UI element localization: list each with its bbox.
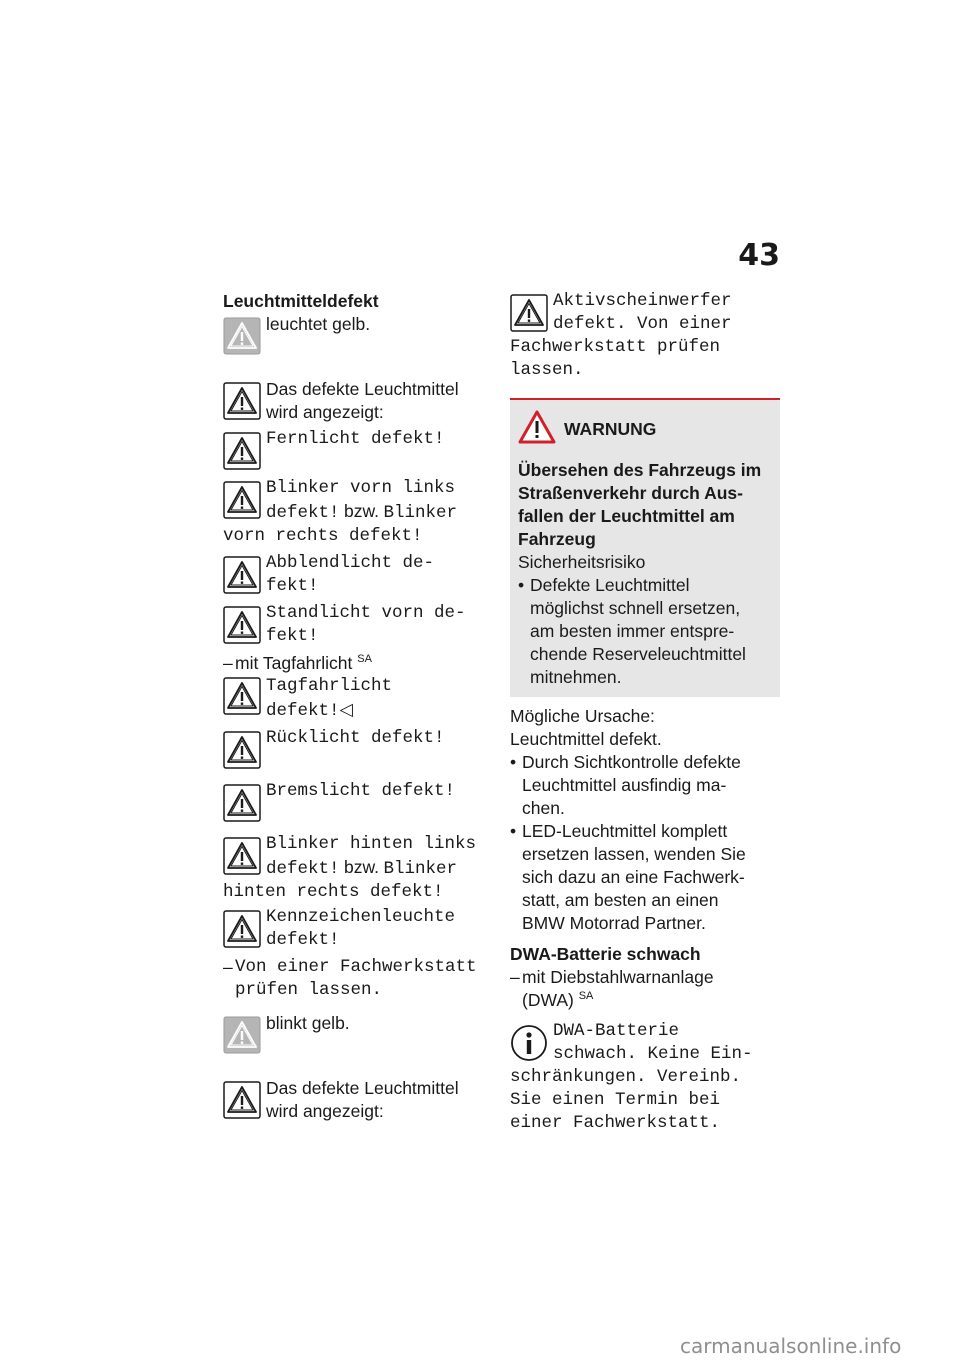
warning-bullet-line: mitnehmen. (530, 667, 622, 687)
display-message: Blinker hinten links (266, 834, 477, 854)
indicator-entry (223, 378, 493, 424)
indicator-entry (223, 727, 493, 772)
display-message: DWA-Batterie (553, 1021, 680, 1041)
list-item-line: • Durch Sichtkontrolle defekte (522, 752, 741, 772)
indicator-entry (223, 428, 493, 473)
warning-subtitle-line: fallen der Leuchtmittel am (518, 506, 735, 526)
indicator-entry (510, 1020, 780, 1135)
info-icon (510, 1024, 548, 1062)
entry-text: Das defekte Leuchtmittel (266, 379, 459, 399)
indicator-entry (223, 906, 493, 952)
entry-text: blinkt gelb. (266, 1013, 350, 1033)
warning-bullet-line: am besten immer entspre- (530, 621, 735, 641)
entry-text: wird angezeigt: (266, 402, 384, 422)
warning-triangle-yellow-icon (223, 317, 261, 355)
warning-bullet-line: möglichst schnell ersetzen, (530, 598, 741, 618)
warning-red-triangle-icon (518, 410, 556, 449)
warning-triangle-icon (223, 784, 261, 822)
conjunction-text: bzw. (343, 501, 379, 521)
warning-triangle-icon (223, 481, 261, 519)
list-item (510, 751, 780, 820)
warning-triangle-icon (510, 294, 548, 332)
display-message: Standlicht vorn de- (266, 603, 466, 623)
warning-triangle-icon (223, 910, 261, 948)
warning-triangle-yellow-icon (223, 1016, 261, 1054)
display-message: defekt! (266, 859, 340, 879)
list-item-line: ersetzen lassen, wenden Sie (522, 844, 746, 864)
display-message: Tagfahrlicht (266, 676, 393, 696)
list-item-line: chen. (522, 798, 565, 818)
condition-text: mit Tagfahrlicht (235, 653, 353, 673)
watermark: carmanualsonline.info (680, 1334, 902, 1358)
condition-text: (DWA) (522, 990, 574, 1010)
conjunction-text: bzw. (343, 857, 379, 877)
warning-title: WARNUNG (564, 419, 657, 439)
warning-triangle-icon (223, 677, 261, 715)
indicator-entry (510, 290, 780, 382)
entry-text: Das defekte Leuchtmittel (266, 1078, 459, 1098)
display-message: Bremslicht defekt! (266, 781, 456, 801)
list-item (510, 820, 780, 935)
display-message: Rücklicht defekt! (266, 728, 445, 748)
warning-triangle-icon (223, 556, 261, 594)
warning-triangle-icon (223, 1081, 261, 1119)
warning-subtitle (518, 459, 772, 551)
sa-marker: SA (578, 990, 594, 1002)
list-item-line: • LED-Leuchtmittel komplett (522, 821, 728, 841)
display-message: Kennzeichenleuchte (266, 907, 456, 927)
display-message: Blinker (383, 859, 457, 879)
warning-triangle-icon (223, 606, 261, 644)
condition-text: – mit Diebstahlwarnanlage (522, 967, 714, 987)
right-column (510, 290, 780, 1139)
warning-header (518, 410, 772, 449)
page-number: 43 (738, 238, 780, 273)
end-mark: ◁ (339, 699, 353, 719)
list-item-line: Leuchtmittel ausfindig ma- (522, 775, 727, 795)
list-item-line: sich dazu an eine Fachwerk- (522, 867, 745, 887)
warning-bullet-line: • Defekte Leuchtmittel (530, 575, 690, 595)
display-message: lassen. (510, 360, 584, 380)
action-list (510, 751, 780, 935)
entry-text: leuchtet gelb. (266, 314, 371, 334)
display-message: defekt. Von einer (553, 314, 732, 334)
display-message: prüfen lassen. (235, 980, 383, 1000)
indicator-entry (223, 1012, 493, 1057)
warning-triangle-icon (223, 382, 261, 420)
condition-tagfahrlicht (223, 652, 493, 675)
indicator-entry (223, 1077, 493, 1123)
left-column (223, 290, 493, 1127)
display-message: Blinker vorn links (266, 478, 456, 498)
display-message-line (223, 500, 493, 525)
warning-subtitle-line: Straßenverkehr durch Aus- (518, 483, 743, 503)
warning-box (510, 398, 780, 697)
display-message: Aktivscheinwerfer (553, 291, 732, 311)
display-message-line (223, 856, 493, 881)
warning-triangle-icon (223, 837, 261, 875)
display-message: defekt! (266, 701, 340, 721)
display-message-line (223, 698, 493, 723)
cause-text: Leuchtmittel defekt. (510, 729, 662, 749)
list-item-line: statt, am besten an einen (522, 890, 719, 910)
indicator-entry (223, 833, 493, 904)
display-message: Fachwerkstatt prüfen (510, 337, 721, 357)
display-message: einer Fachwerkstatt. (510, 1113, 721, 1133)
warning-risk: Sicherheitsrisiko (518, 552, 646, 572)
display-message: schwach. Keine Ein- (553, 1044, 753, 1064)
display-message: defekt! (266, 930, 340, 950)
indicator-entry (223, 477, 493, 548)
warning-bullet-line: chende Reserveleuchtmittel (530, 644, 746, 664)
warning-subtitle-line: Fahrzeug (518, 529, 596, 549)
workshop-instruction (223, 956, 493, 1002)
section-heading-leuchtmitteldefekt: Leuchtmitteldefekt (223, 291, 379, 311)
warning-subtitle-line: Übersehen des Fahrzeugs im (518, 460, 762, 480)
display-message: Fernlicht defekt! (266, 429, 445, 449)
display-message: vorn rechts defekt! (223, 526, 423, 546)
display-message: schränkungen. Vereinb. (510, 1067, 742, 1087)
display-message: defekt! (266, 503, 340, 523)
display-message: Abblendlicht de- (266, 553, 435, 573)
warning-triangle-icon (223, 432, 261, 470)
indicator-entry (223, 313, 493, 358)
list-item-line: BMW Motorrad Partner. (522, 913, 706, 933)
display-message: fekt! (266, 626, 319, 646)
warning-bullet (518, 574, 772, 689)
condition-dwa (510, 966, 780, 1012)
display-message: hinten rechts defekt! (223, 882, 444, 902)
cause-label: Mögliche Ursache: (510, 706, 655, 726)
entry-text: wird angezeigt: (266, 1101, 384, 1121)
indicator-entry (223, 552, 493, 598)
sa-marker: SA (357, 653, 372, 665)
indicator-entry (223, 780, 493, 825)
display-message: Sie einen Termin bei (510, 1090, 721, 1110)
display-message: – Von einer Fachwerkstatt (235, 957, 477, 977)
display-message: fekt! (266, 576, 319, 596)
section-heading-dwa: DWA-Batterie schwach (510, 944, 701, 964)
display-message: Blinker (383, 503, 457, 523)
indicator-entry (223, 602, 493, 648)
warning-triangle-icon (223, 731, 261, 769)
indicator-entry (223, 675, 493, 723)
